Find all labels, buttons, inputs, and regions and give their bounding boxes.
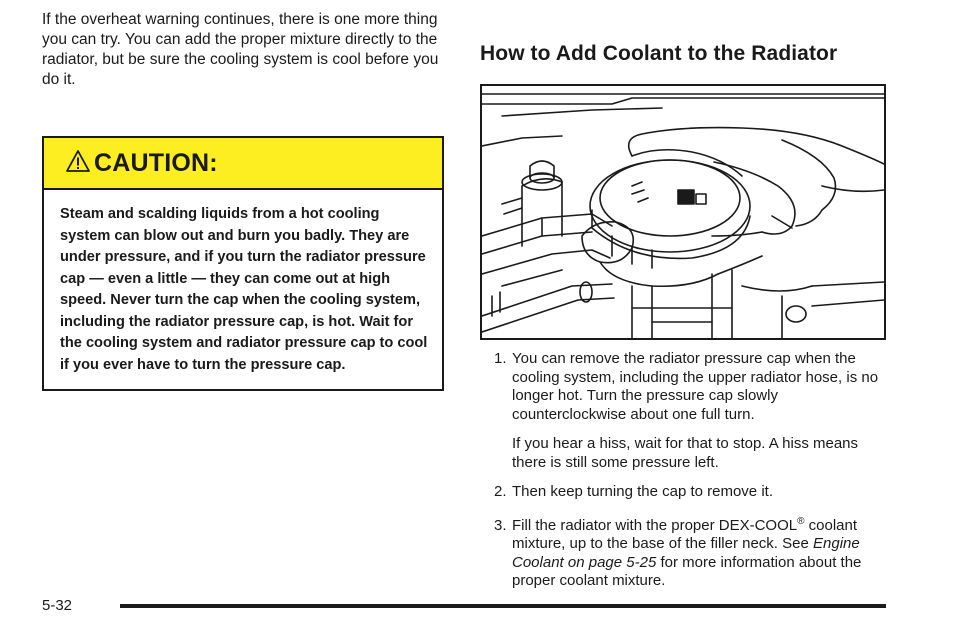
intro-paragraph: If the overheat warning continues, there is one more thing you can try. You can add the proper mixture directly to the radiator, but be sure the cooling system is cool before you do it. — [42, 11, 439, 88]
step-3 — [494, 513, 888, 591]
footer-rule — [120, 604, 886, 608]
step-1 — [494, 350, 888, 424]
step-text: You can remove the radiator pressure cap when the cooling system, including the upper radiator hose, is no longer hot. Turn the pressure cap slowly counterclockwise about one full turn. — [512, 350, 879, 423]
caution-title: CAUTION: — [94, 148, 218, 177]
step-number: 3. — [494, 516, 507, 534]
step-number: 1. — [494, 350, 507, 367]
cross-reference-link[interactable]: Engine Coolant on page 5-25 — [512, 535, 860, 571]
registered-mark: ® — [797, 515, 805, 527]
warning-triangle-icon — [66, 149, 90, 173]
step-text: Then keep turning the cap to remove it. — [512, 483, 773, 500]
caution-body: Steam and scalding liquids from a hot cooling system can blow out and burn you badly. They are under pressure, and if you turn the radiator pressure cap — even a little — they can come out at high speed. Never turn the cap when the cooling system, including the radiator pressure cap, is hot. Wait for the cooling system and radiator pressure cap to cool if you ever have to turn the pressure cap. — [60, 206, 428, 373]
hand-turning-radiator-cap-drawing — [482, 86, 884, 338]
step-1-note: If you hear a hiss, wait for that to stop. A hiss means there is still some pressure left. — [512, 435, 859, 471]
section-title: How to Add Coolant to the Radiator — [480, 42, 838, 65]
radiator-cap-illustration — [480, 84, 886, 340]
list-item — [494, 350, 888, 472]
list-item — [494, 483, 888, 502]
step-text: Fill the radiator with the proper DEX-COOL — [512, 516, 798, 534]
list-item — [494, 513, 888, 591]
step-text: coolant mixture, up to the base of the filler neck. See — [512, 516, 858, 552]
step-2 — [494, 483, 888, 502]
step-number: 2. — [494, 483, 507, 500]
step-text: for more information about the proper coolant mixture. — [512, 553, 862, 589]
caution-header — [44, 138, 442, 190]
caution-box — [42, 136, 444, 391]
page-number: 5-32 — [42, 597, 73, 614]
instruction-steps — [494, 350, 888, 602]
